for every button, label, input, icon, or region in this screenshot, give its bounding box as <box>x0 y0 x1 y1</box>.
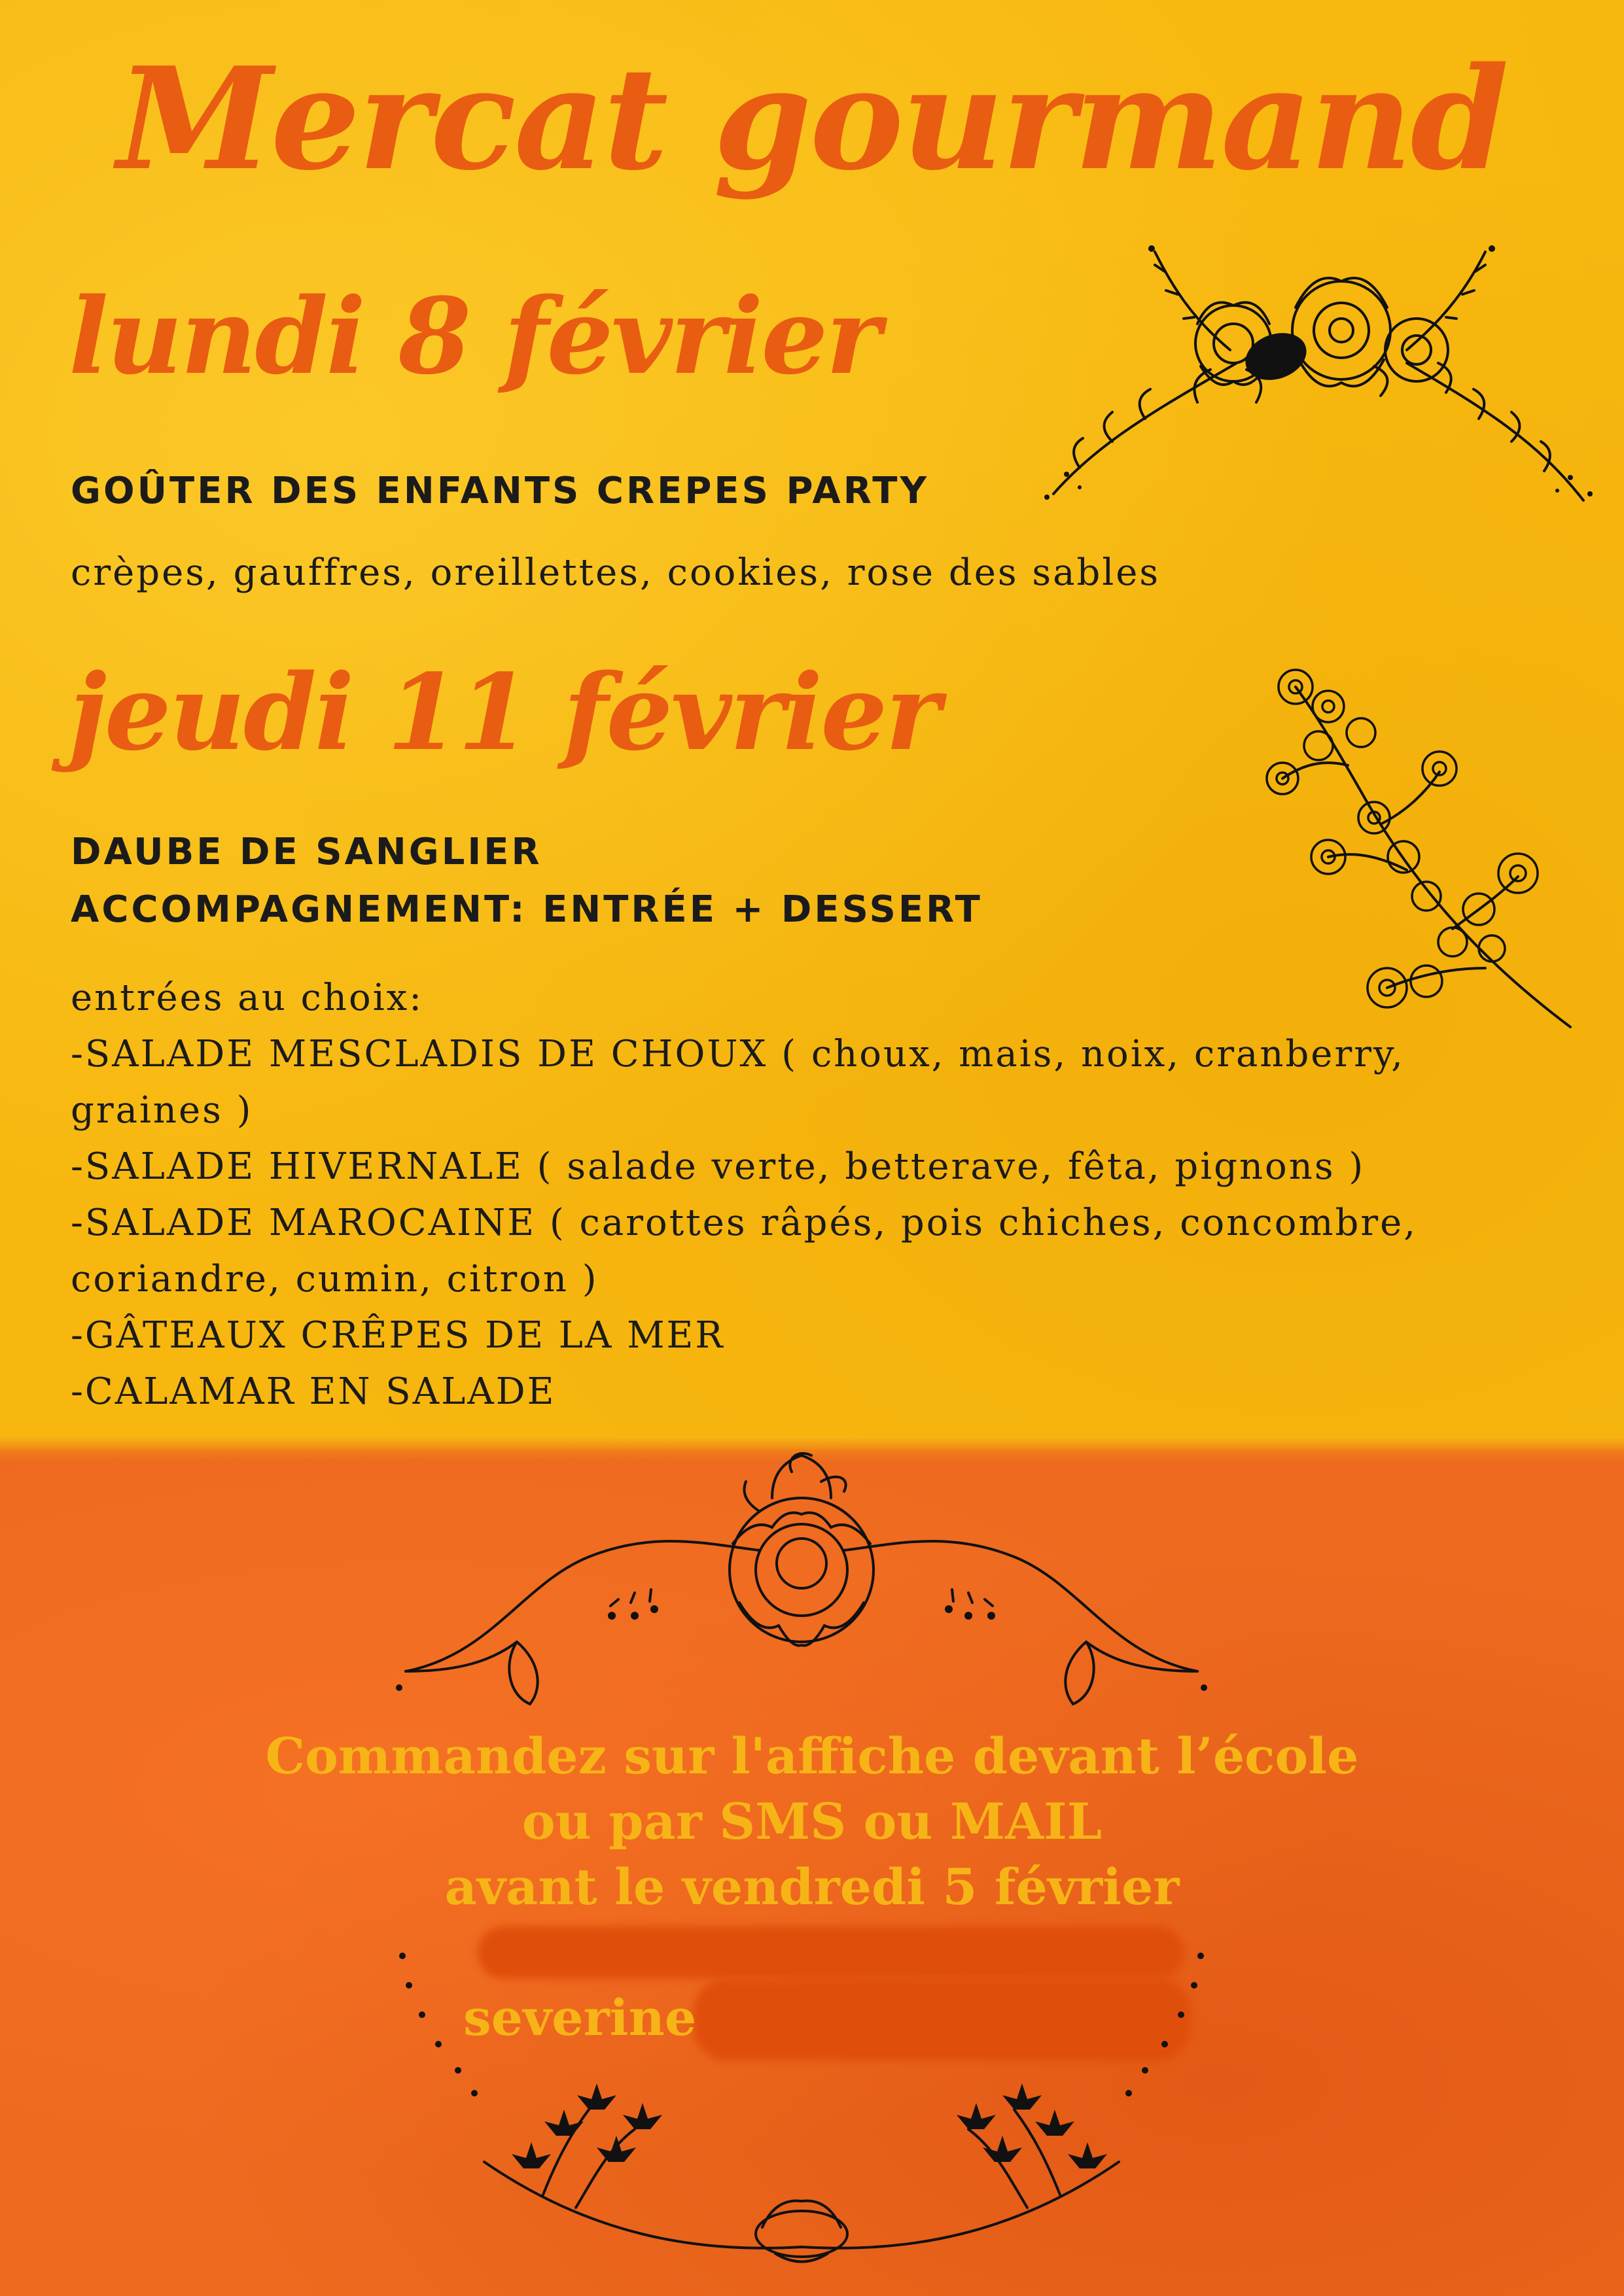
flower-branch-icon <box>1256 661 1583 1037</box>
flower-garland-icon <box>1040 245 1597 507</box>
event2-accompaniment: ACCOMPAGNEMENT: ENTRÉE + DESSERT <box>71 888 983 931</box>
entrees-line: -GÂTEAUX CRÊPES DE LA MER <box>71 1314 725 1357</box>
flower-wreath-top-icon <box>393 1446 1210 1707</box>
order-line-1: Commandez sur l'affiche devant l’école <box>265 1727 1359 1785</box>
entrees-line: graines ) <box>71 1089 253 1132</box>
event1-date: lundi 8 février <box>69 275 879 398</box>
order-line-2: ou par SMS ou MAIL <box>521 1792 1103 1851</box>
entrees-list <box>71 970 1417 1420</box>
contact-name: severine <box>463 1989 697 2047</box>
entrees-line: entrées au choix: <box>71 977 424 1019</box>
entrees-line: -SALADE MESCLADIS DE CHOUX ( choux, mais, noix, cranberry, <box>71 1033 1405 1075</box>
entrees-line: -CALAMAR EN SALADE <box>71 1370 556 1413</box>
event2-date: jeudi 11 février <box>69 651 939 774</box>
order-deadline: avant le vendredi 5 février <box>444 1858 1180 1916</box>
flower-wreath-bottom-icon <box>393 1946 1210 2276</box>
entrees-line: -SALADE HIVERNALE ( salade verte, betterave, fêta, pignons ) <box>71 1145 1366 1188</box>
poster-title: Mercat gourmand <box>116 36 1508 201</box>
entrees-line: coriandre, cumin, citron ) <box>71 1258 599 1300</box>
event1-heading: GOÛTER DES ENFANTS CREPES PARTY <box>71 470 930 512</box>
event1-description: crèpes, gauffres, oreillettes, cookies, rose des sables <box>71 551 1161 594</box>
event2-main-dish: DAUBE DE SANGLIER <box>71 831 542 873</box>
entrees-line: -SALADE MAROCAINE ( carottes râpés, pois chiches, concombre, <box>71 1202 1418 1244</box>
